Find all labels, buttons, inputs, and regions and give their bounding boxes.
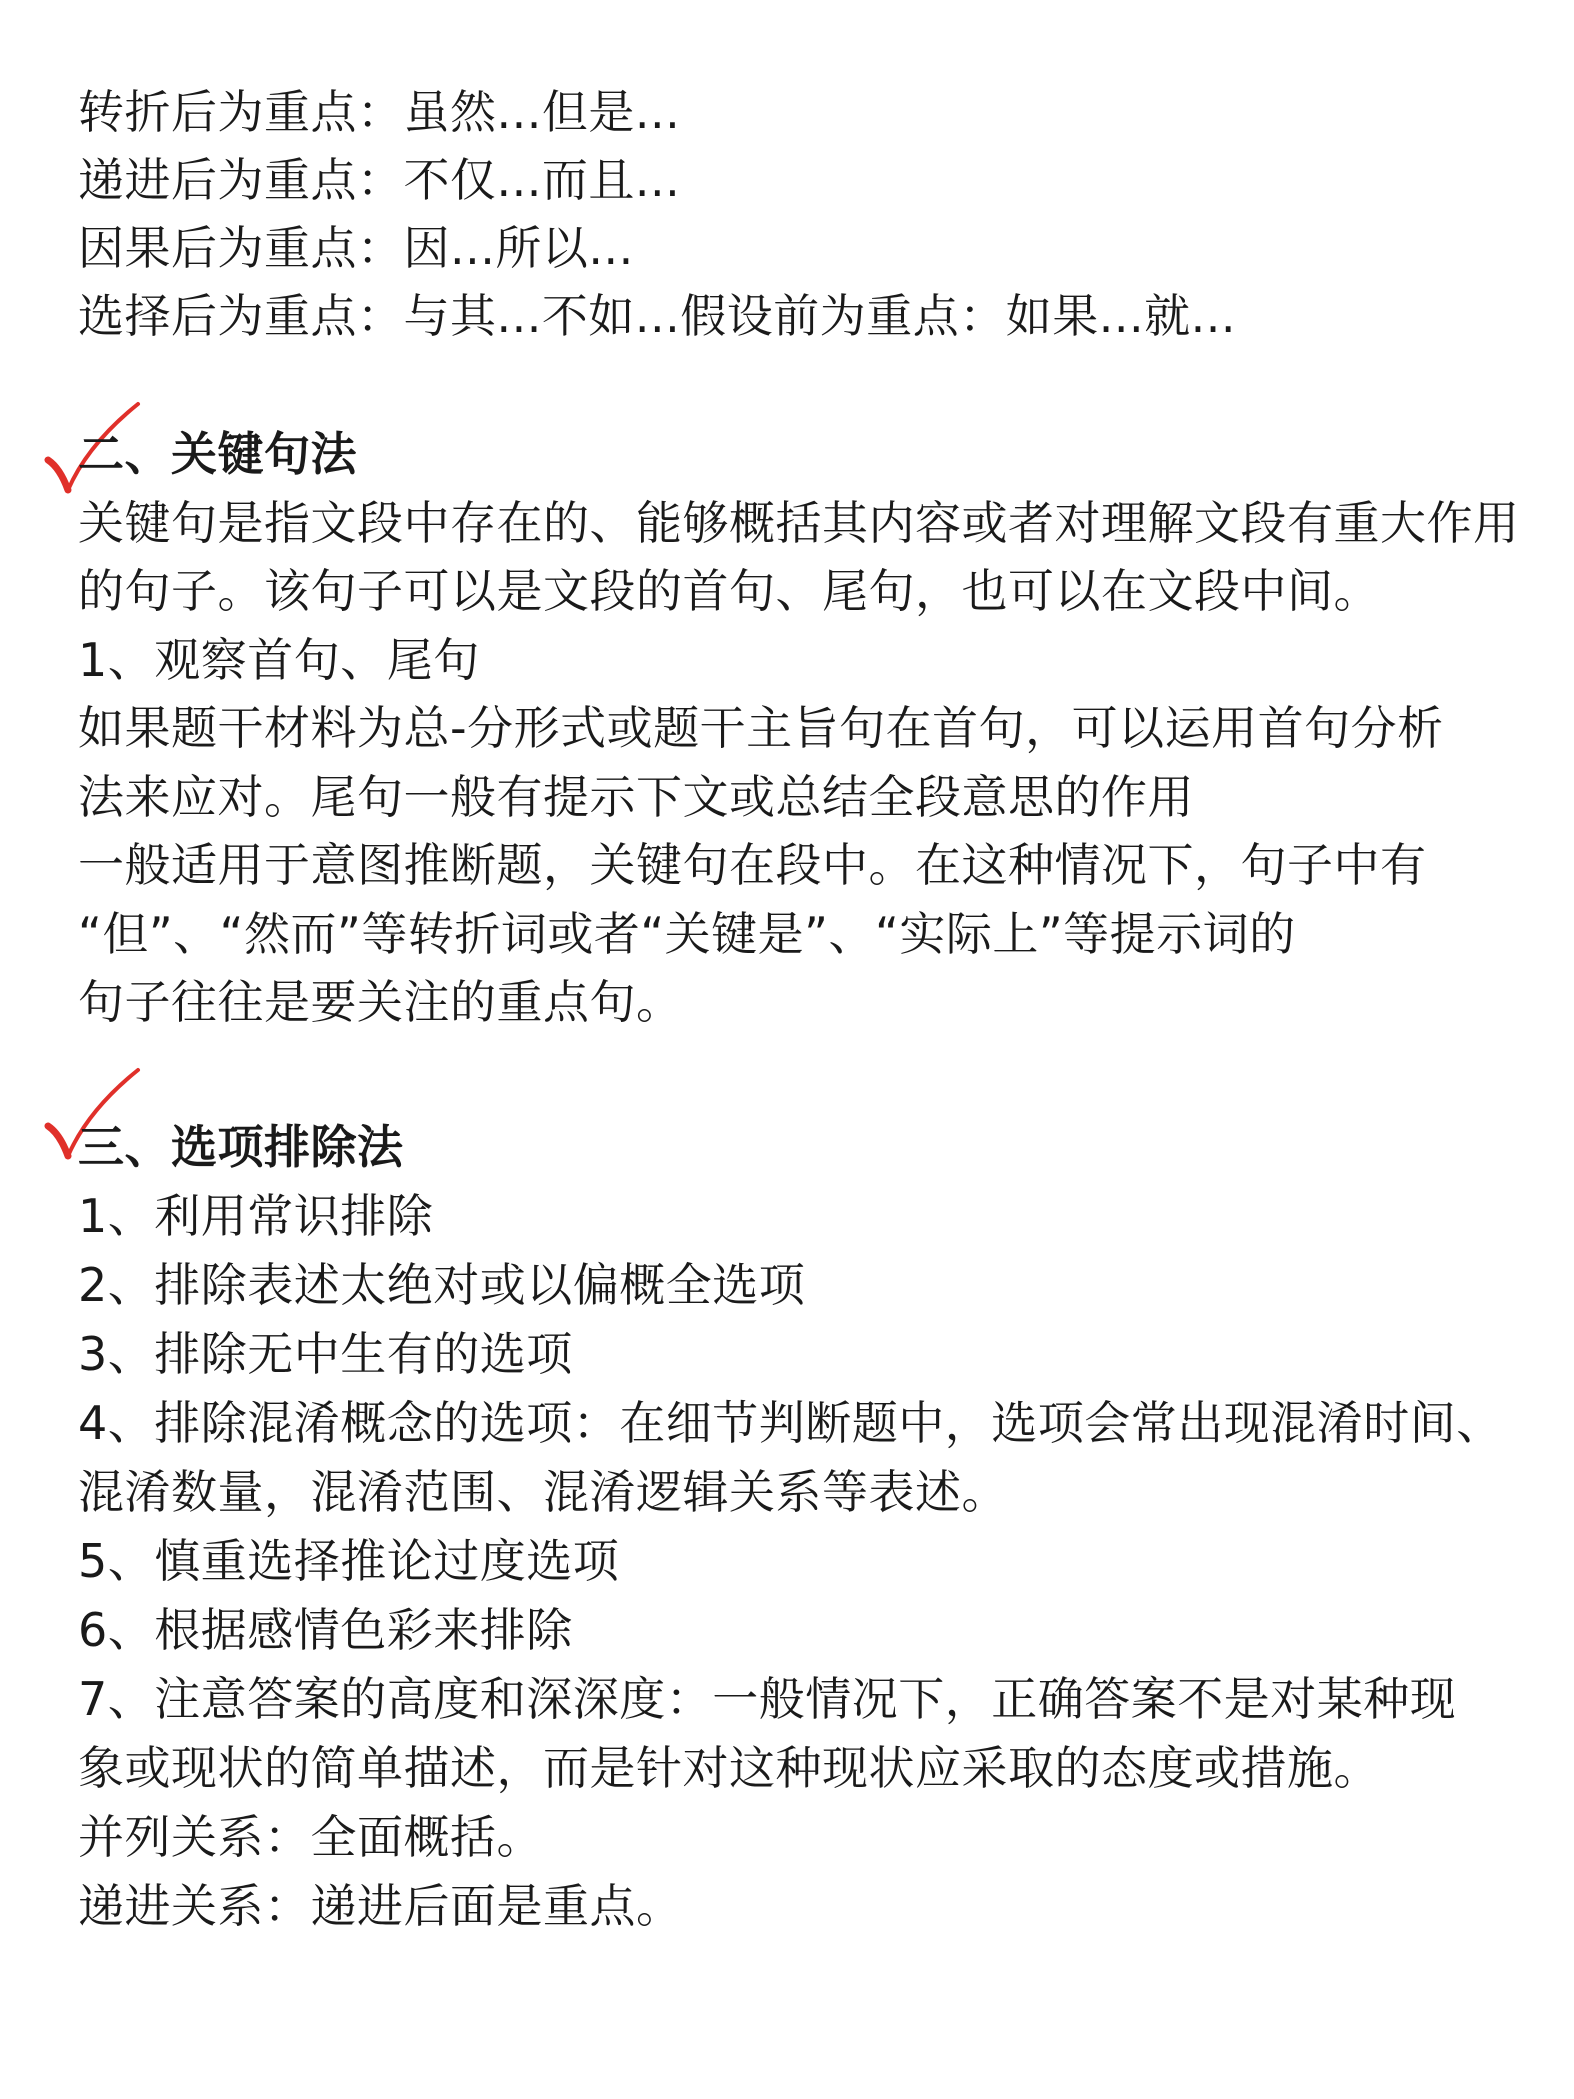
section-line: 7、注意答案的高度和深深度：一般情况下，正确答案不是对某种现 xyxy=(78,1672,1457,1726)
section-line: 2、排除表述太绝对或以偏概全选项 xyxy=(78,1258,806,1312)
section-line: 并列关系：全面概括。 xyxy=(78,1810,543,1864)
section-line: 如果题干材料为总-分形式或题干主旨句在首句，可以运用首句分析 xyxy=(78,701,1444,755)
section-line: 5、慎重选择推论过度选项 xyxy=(78,1534,620,1588)
section-line: 4、排除混淆概念的选项：在细节判断题中，选项会常出现混淆时间、 xyxy=(78,1396,1503,1450)
section-line: 的句子。该句子可以是文段的首句、尾句，也可以在文段中间。 xyxy=(78,564,1380,618)
section-line: 6、根据感情色彩来排除 xyxy=(78,1603,573,1657)
section-line: 句子往往是要关注的重点句。 xyxy=(78,975,683,1029)
section-line: 关键句是指文段中存在的、能够概括其内容或者对理解文段有重大作用 xyxy=(78,496,1520,550)
section-heading: 三、选项排除法 xyxy=(78,1120,404,1174)
section-heading: 二、关键句法 xyxy=(78,427,357,481)
section-line: 递进关系：递进后面是重点。 xyxy=(78,1879,683,1933)
intro-line: 选择后为重点：与其...不如...假设前为重点：如果...就... xyxy=(78,289,1236,343)
section-line: “但”、“然而”等转折词或者“关键是”、“实际上”等提示词的 xyxy=(78,907,1296,961)
section-line: 混淆数量，混淆范围、混淆逻辑关系等表述。 xyxy=(78,1465,1008,1519)
intro-line: 因果后为重点：因...所以... xyxy=(78,221,634,275)
intro-line: 转折后为重点：虽然...但是... xyxy=(78,85,681,139)
section-line: 法来应对。尾句一般有提示下文或总结全段意思的作用 xyxy=(78,770,1194,824)
section-line: 1、观察首句、尾句 xyxy=(78,633,480,687)
intro-line: 递进后为重点：不仅...而且... xyxy=(78,153,681,207)
section-line: 1、利用常识排除 xyxy=(78,1189,434,1243)
section-line: 象或现状的简单描述，而是针对这种现状应采取的态度或措施。 xyxy=(78,1741,1380,1795)
section-line: 一般适用于意图推断题，关键句在段中。在这种情况下，句子中有 xyxy=(78,838,1427,892)
section-line: 3、排除无中生有的选项 xyxy=(78,1327,573,1381)
